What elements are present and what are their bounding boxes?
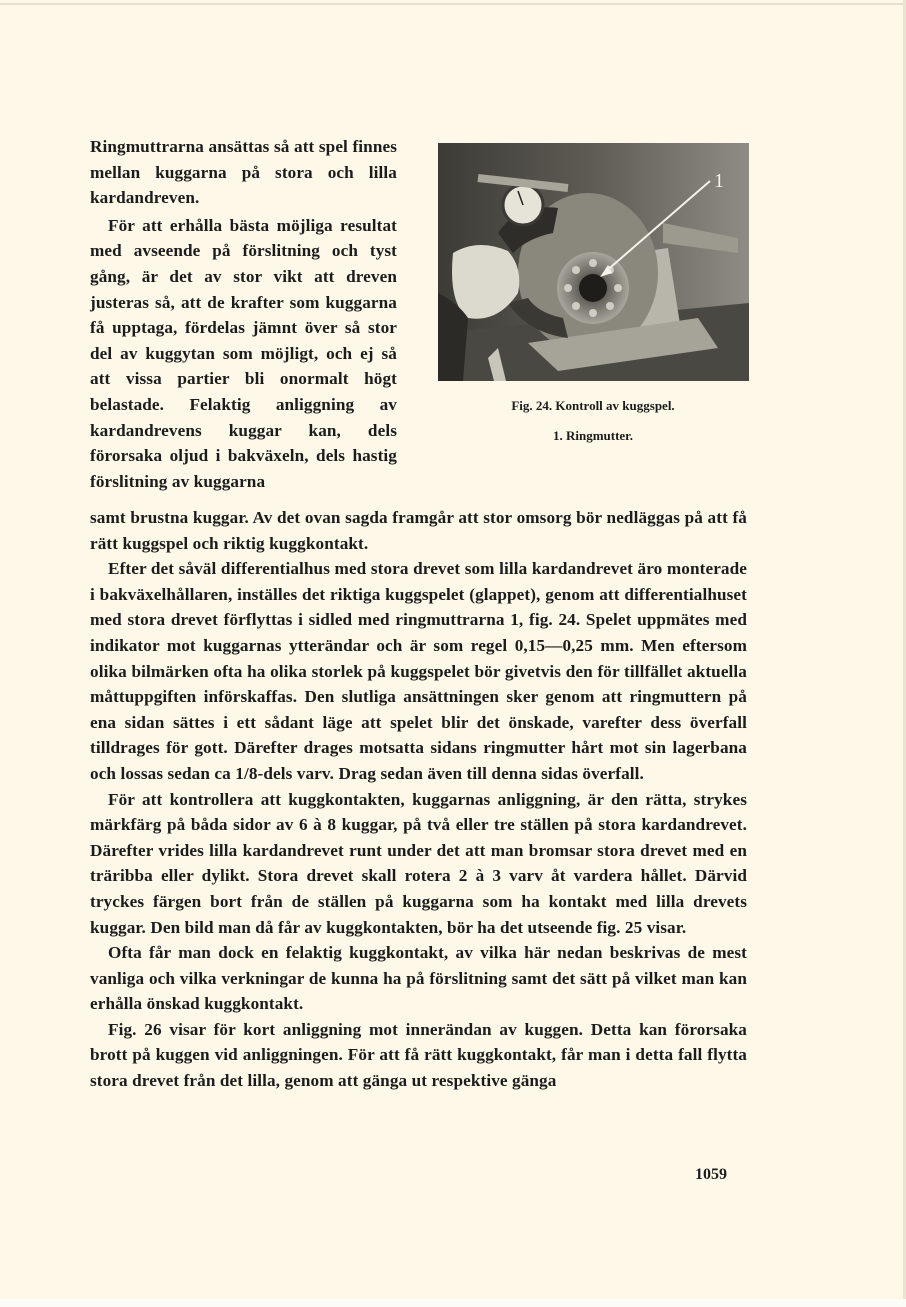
paragraph: För att erhålla bästa möjliga resultat med avseende på förslitning och tyst gång, är det av stor vikt att dreven justeras så, att de krafter som kuggarna få upptaga, fördelas jämnt över så stor del av kuggytan som möjligt, och ej så att vissa partier bli onormalt högt belastade. Felaktig anliggning av kardandrevens kuggar kan, dels förorsaka oljud i bakväxeln, dels hastig förslitning av kuggarna: [90, 215, 397, 491]
paragraph: samt brustna kuggar. Av det ovan sagda framgår att stor omsorg bör nedläggas på att få rätt kuggspel och riktig kuggkontakt.: [90, 508, 747, 553]
body-text: [90, 505, 747, 1094]
differential-photo-illustration: [438, 143, 749, 381]
figure-label-number: 1: [714, 170, 724, 192]
paragraph: Ringmuttrarna ansättas så att spel finnes mellan kuggarna på stora och lilla kardandreven.: [90, 137, 397, 208]
paragraph: Fig. 26 visar för kort anliggning mot innerändan av kuggen. Detta kan förorsaka brott på kuggen vid anliggningen. För att få rätt kuggkontakt, får man i detta fall flytta stora drevet från det lilla, genom att gänga ut respektive gänga: [90, 1019, 747, 1091]
paragraph: Efter det såväl differentialhus med stora drevet som lilla kardandrevet äro monterade i bakväxelhållaren, inställes det riktiga kuggspelet (glappet), genom att differentialhuset med stora drevet förflyttas i sidled med ringmuttrarna 1, fig. 24. Spelet uppmätes med indikator mot kuggarnas ytterändar och är som regel 0,15—0,25 mm. Men eftersom olika bilmärken ofta ha olika storlek på kuggspelet bör givetvis den för tillfället aktuella måttuppgiften införskaffas. Den slutliga ansättningen sker genom att ringmuttern på ena sidan sättes i ett sådant läge att spelet blir det önskade, varefter dess överfall tilldrages för gott. Därefter drages motsatta sidans ringmutter hårt mot sin lagerbana och lossas sedan ca 1/8-dels varv. Drag sedan även till denna sidas överfall.: [90, 559, 747, 783]
figure-photo-differential: [438, 143, 749, 381]
paragraph: För att kontrollera att kuggkontakten, kuggarnas anliggning, är den rätta, strykes märkfärg på båda sidor av 6 à 8 kuggar, på två eller tre ställen på stora kardandrevet. Därefter vrides lilla kardandrevet runt under det att man bromsar stora drevet med en träribba eller dylikt. Stora drevet skall rotera 2 à 3 varv åt vardera hållet. Därvid tryckes färgen bort från de ställen på kuggarna som ha kontakt med lilla drevets kuggar. Den bild man då får av kuggkontakten, bör ha det utseende fig. 25 visar.: [90, 789, 747, 937]
figure-caption: Fig. 24. Kontroll av kuggspel.: [511, 398, 675, 413]
paragraph: Ofta får man dock en felaktig kuggkontakt, av vilka här nedan beskrivas de mest vanliga och vilka verkningar de kunna ha på förslitning samt det sätt på vilket man kan erhålla önskad kuggkontakt.: [90, 943, 747, 1014]
page-edge-bottom: [0, 1299, 906, 1307]
page-edge-top: [0, 3, 906, 5]
column-text: [90, 134, 397, 494]
page-number: 1059: [695, 1166, 727, 1183]
figure-legend: 1. Ringmutter.: [552, 428, 634, 443]
